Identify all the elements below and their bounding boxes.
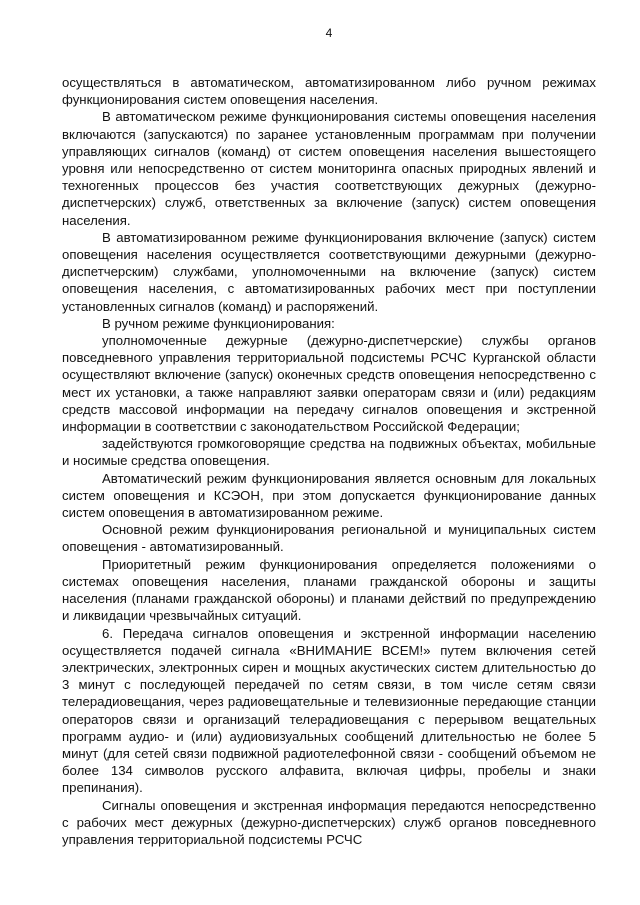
paragraph-manual-mode-services: уполномоченные дежурные (дежурно-диспетчерские) службы органов повседневного управления территориальной подсистемы РСЧС Курганской области осуществляют включение (запуск) оконечных средств оповещения непосредственно с мест их установки, а также направляют заявки операторам связи и (или) редакциям средств массовой информации на передачу сигналов оповещения и экстренной информации в соответствии с законодательством Российской Федерации; — [62, 333, 596, 435]
paragraph-section-6: 6. Передача сигналов оповещения и экстренной информации населению осуществляется подачей сигнала «ВНИМАНИЕ ВСЕМ!» путем включения сетей электрических, электронных сирен и мощных акустических систем длительностью до 3 минут с последующей передачей по сетям связи, в том числе сетям связи телерадиовещания, через радиовещательные и телевизионные передающие станции операторов связи и организаций телерадиовещания с перерывом вещательных программ аудио- и (или) аудиовизуальных сообщений длительностью не более 5 минут (для сетей связи подвижной радиотелефонной связи - сообщений объемом не более 134 символов русского алфавита, включая цифры, пробелы и знаки препинания). — [62, 625, 596, 796]
paragraph-manual-mode-heading: В ручном режиме функционирования: — [102, 315, 335, 331]
document-body — [62, 74, 596, 848]
paragraph-regional-systems: Основной режим функционирования региональной и муниципальных систем оповещения - автоматизированный. — [62, 522, 596, 555]
paragraph-automatic-mode: В автоматическом режиме функционирования системы оповещения населения включаются (запускаются) по заранее установленным программам при получении управляющих сигналов (команд) от систем оповещения населения вышестоящего уровня или непосредственно от систем мониторинга опасных природных явлений и техногенных процессов без участия соответствующих дежурных (дежурно-диспетчерских) служб, ответственных за включение (запуск) систем оповещения населения. — [62, 109, 596, 228]
paragraph-priority-mode: Приоритетный режим функционирования определяется положениями о системах оповещения населения, планами гражданской обороны и защиты населения (планами гражданской обороны) и планами действий по предупреждению и ликвидации чрезвычайных ситуаций. — [62, 556, 596, 624]
paragraph-continuation: осуществляться в автоматическом, автоматизированном либо ручном режимах функционирования систем оповещения населения. — [62, 75, 596, 108]
paragraph-local-systems: Автоматический режим функционирования является основным для локальных систем оповещения и КСЭОН, при этом допускается функционирование данных систем оповещения в автоматизированном режиме. — [62, 470, 596, 521]
paragraph-manual-mode-loudspeakers: задействуются громкоговорящие средства на подвижных объектах, мобильные и носимые средства оповещения. — [62, 436, 596, 469]
page-number: 4 — [325, 26, 333, 40]
paragraph-automated-mode: В автоматизированном режиме функционирования включение (запуск) систем оповещения населения осуществляется соответствующими дежурными (дежурно-диспетчерским) службами, уполномоченными на включение (запуск) систем оповещения населения, с автоматизированных рабочих мест при поступлении установленных сигналов (команд) и распоряжений. — [62, 229, 596, 314]
paragraph-signals-transmission: Сигналы оповещения и экстренная информация передаются непосредственно с рабочих мест дежурных (дежурно-диспетчерских) служб органов повседневного управления территориальной подсистемы РСЧС — [62, 797, 596, 847]
